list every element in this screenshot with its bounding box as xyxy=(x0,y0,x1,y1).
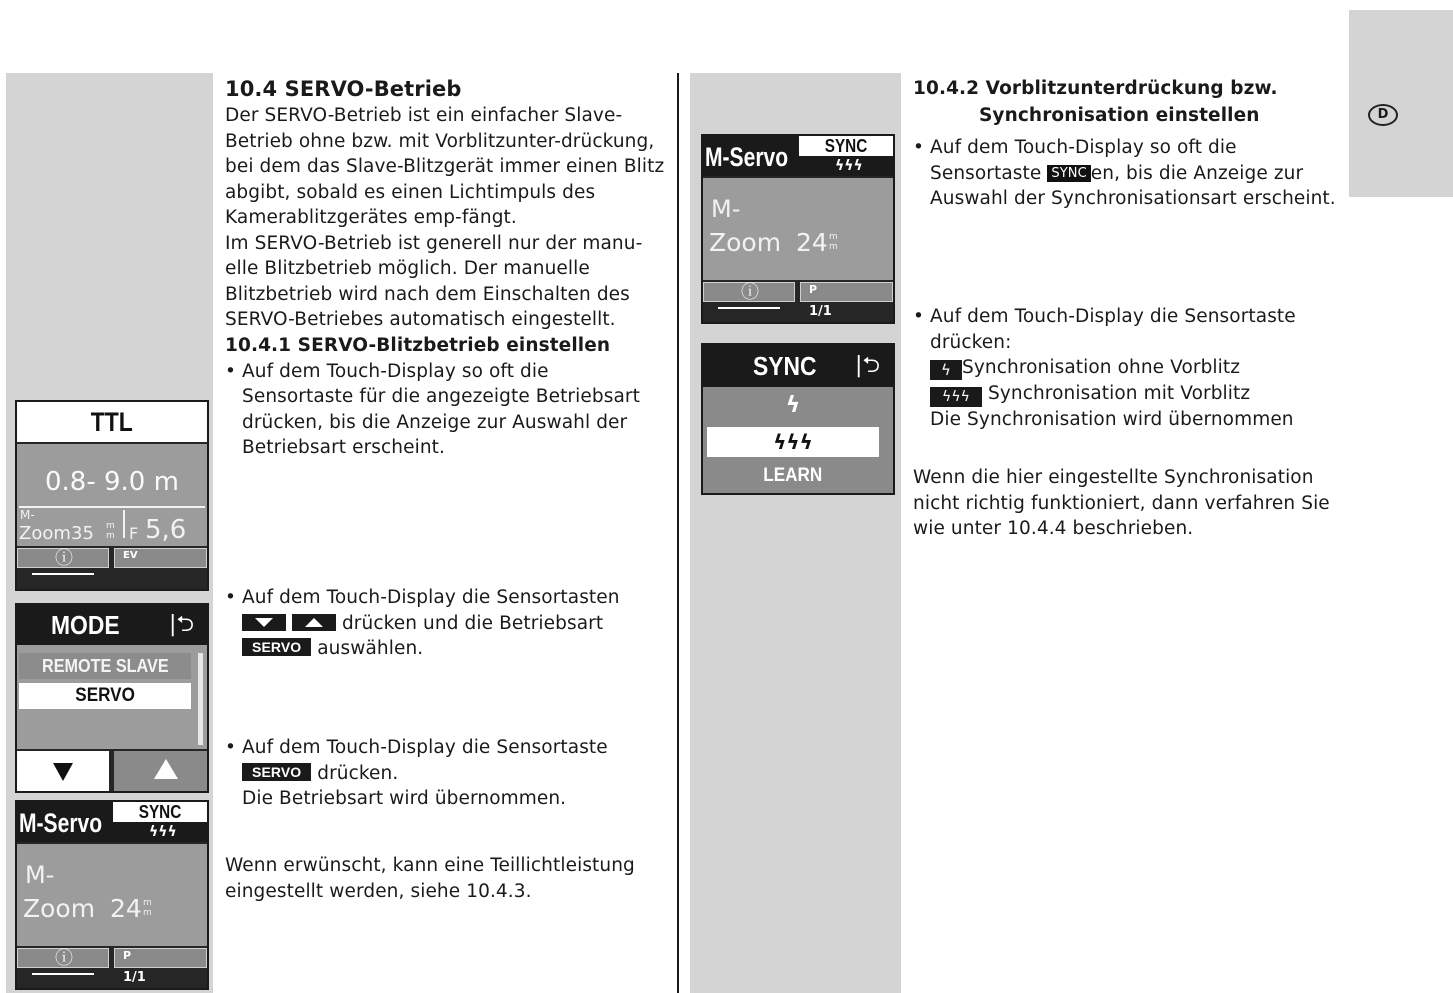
mservo-p-button-middle[interactable] xyxy=(800,282,893,302)
ttl-title: TTL xyxy=(90,407,134,437)
paragraph-sync-note-text: Wenn die hier eingestellte Synchronisation nicht richtig funktioniert, dann verfahren Sie wie unter 10.4.4 beschrieben. xyxy=(913,467,1330,539)
section-heading-10-4-2-a: 10.4.2 Vorblitzunterdrückung bzw. xyxy=(913,78,1278,99)
single-flash-icon-lcd: ϟ xyxy=(785,393,801,418)
bullet-step-3-text-c: Die Betriebsart wird übernommen. xyxy=(242,788,567,809)
sync-option-1 xyxy=(913,355,1343,381)
paragraph-partial-power-text: Wenn erwünscht, kann eine Teillichtleistung eingestellt werden, siehe 10.4.3. xyxy=(225,855,635,902)
paragraph-manual: Im SERVO-Betrieb ist generell nur der manu-elle Blitzbetrieb möglich. Der manuelle Blitzbetrieb wird nach dem Einschalten des SERVO-Betriebes automatisch eingestellt. xyxy=(225,232,643,330)
sync-key-label: SYNC xyxy=(1047,165,1090,182)
sync-option-learn[interactable] xyxy=(707,463,879,489)
ttl-zoom-word: Zoom xyxy=(19,523,71,544)
ttl-separator xyxy=(19,506,205,508)
bullet-step-2-text-c: auswählen. xyxy=(317,638,424,659)
ttl-aperture-f: F xyxy=(129,524,139,543)
mservo-zoom-value-middle: 24 xyxy=(796,228,828,257)
section-heading-10-4: 10.4 SERVO-Betrieb xyxy=(225,77,462,101)
multi-flash-icon-lcd: ϟϟϟ xyxy=(773,430,813,454)
mservo-info-button-middle[interactable] xyxy=(703,282,795,302)
mservo-body-middle xyxy=(703,178,893,280)
mservo-p-label-left: P xyxy=(123,949,132,962)
lcd-ttl-display xyxy=(15,400,209,591)
mode-list-item-remote-slave[interactable] xyxy=(19,653,191,679)
sync-header xyxy=(703,345,893,387)
sync-bullet-2-text-c: Die Synchronisation wird übernommen xyxy=(930,408,1294,430)
mode-item-servo-label: SERVO xyxy=(75,685,135,706)
language-tab xyxy=(1349,10,1453,197)
sync-indicator-middle-label: SYNC xyxy=(824,136,868,156)
sync-back-icon[interactable]: |⮌ xyxy=(855,353,881,378)
paragraph-partial-power xyxy=(225,853,665,904)
sync-option-1-text: Synchronisation ohne Vorblitz xyxy=(962,357,1241,378)
sync-list xyxy=(703,387,893,493)
arrow-down-key-icon xyxy=(242,614,286,631)
ttl-info-button[interactable] xyxy=(17,548,109,568)
arrow-up-key-icon xyxy=(292,614,336,631)
mservo-header-middle xyxy=(703,136,893,176)
section-heading-10-4-2-b: Synchronisation einstellen xyxy=(979,105,1260,126)
triangle-up-icon xyxy=(114,751,207,791)
sync-bullet-2-text-a: Auf dem Touch-Display die Sensortaste drücken: xyxy=(930,306,1296,353)
mode-item-remote-slave-label: REMOTE SLAVE xyxy=(41,656,169,676)
language-tab-label: D xyxy=(1368,104,1398,126)
ttl-body xyxy=(17,444,207,546)
ttl-zoom-label: M- xyxy=(20,508,35,522)
mservo-p-value-left: 1/1 xyxy=(123,970,146,985)
mode-list-item-servo[interactable] xyxy=(19,683,191,709)
info-icon-left: ⓘ xyxy=(55,948,73,969)
mode-down-button[interactable] xyxy=(17,751,109,791)
lcd-mode-display xyxy=(15,603,209,793)
mservo-info-underline-middle xyxy=(718,307,780,309)
multi-flash-icon-left: ϟϟϟ xyxy=(149,824,177,840)
mode-title: MODE xyxy=(51,610,120,640)
sync-option-2-text: Synchronisation mit Vorblitz xyxy=(987,382,1251,404)
mservo-zoom-label-left: M- xyxy=(25,861,55,889)
triangle-down-icon xyxy=(17,751,109,791)
mode-list xyxy=(17,645,207,749)
lcd-mservo-display-middle xyxy=(701,134,895,324)
bullet-step-3-text-a: Auf dem Touch-Display die Sensortaste xyxy=(242,737,608,758)
servo-key-label: SERVO xyxy=(242,638,311,656)
sync-option-with-preflash[interactable] xyxy=(707,427,879,457)
sync-bullet-2: • Auf dem Touch-Display die Sensortaste drücken: ϟ Synchronisation ohne Vorblitz ϟϟϟ Synchronisation mit Vorblitz Die Synchronisation wird übernommen xyxy=(913,304,1343,432)
ttl-ev-label: EV xyxy=(123,550,138,561)
mservo-zoom-label-middle: M- xyxy=(711,195,741,223)
mservo-p-button-left[interactable] xyxy=(114,948,207,968)
multi-flash-icon: ϟϟϟ xyxy=(930,387,982,407)
back-icon[interactable]: |⮌ xyxy=(169,612,195,637)
ttl-zoom-unit: m m xyxy=(106,521,115,541)
mservo-p-value-middle: 1/1 xyxy=(809,304,832,319)
bullet-step-1: • Auf dem Touch-Display so oft die Sensortaste für die angezeigte Betriebsart drücken, bis die Anzeige zur Auswahl der Betriebsart erscheint. xyxy=(225,360,640,458)
ttl-aperture-value: 5,6 xyxy=(145,515,187,545)
mservo-zoom-word-left: Zoom xyxy=(23,894,96,923)
single-flash-icon: ϟ xyxy=(930,360,962,380)
ttl-col-separator xyxy=(123,510,125,538)
bullet-step-2-text-a: Auf dem Touch-Display die Sensortasten xyxy=(242,587,620,608)
sync-bullet-1-text-a: Auf dem Touch-Display so oft die Sensortaste xyxy=(930,137,1237,184)
sync-option-2 xyxy=(913,381,1343,407)
right-text-column xyxy=(913,75,1343,212)
sync-title: SYNC xyxy=(753,351,817,381)
lcd-mservo-display-left xyxy=(15,800,209,990)
sync-bullet-1-text-b: en, bis die Anzeige zur Auswahl der Synchronisationsart erscheint. xyxy=(930,162,1336,209)
mservo-zoom-unit-left: m m xyxy=(143,898,152,918)
paragraph-sync-note xyxy=(913,465,1353,542)
mservo-header-left xyxy=(17,802,207,842)
sync-bullet-1: • Auf dem Touch-Display so oft die Sensortaste SYNC en, bis die Anzeige zur Auswahl der Synchronisationsart erscheint. xyxy=(913,137,1336,209)
mode-up-button[interactable] xyxy=(114,751,207,791)
mservo-zoom-word-middle: Zoom xyxy=(709,228,782,257)
bullet-step-1-text: Auf dem Touch-Display so oft die Sensortaste für die angezeigte Betriebsart drücken, bis die Anzeige zur Auswahl der Betriebsart erscheint. xyxy=(242,360,640,458)
ttl-ev-button[interactable] xyxy=(114,548,207,568)
mode-scrollbar[interactable] xyxy=(198,653,203,745)
mservo-info-button-left[interactable] xyxy=(17,948,109,968)
info-icon: ⓘ xyxy=(55,548,73,569)
mservo-title-left: M-Servo xyxy=(19,808,103,838)
sync-option-learn-label: LEARN xyxy=(763,465,823,486)
bullet-step-3-text-b: drücken. xyxy=(317,762,399,784)
ttl-info-underline xyxy=(32,573,94,575)
sync-option-no-preflash[interactable] xyxy=(707,391,879,421)
servo-key-label-2: SERVO xyxy=(242,763,311,781)
column-divider xyxy=(677,73,679,993)
mservo-body-left xyxy=(17,844,207,946)
ttl-zoom-value: 35 xyxy=(71,523,94,544)
lcd-sync-display xyxy=(701,343,895,495)
section-heading-10-4-1: 10.4.1 SERVO-Blitzbetrieb einstellen xyxy=(225,334,611,356)
ttl-header xyxy=(17,402,207,442)
left-text-column xyxy=(225,75,665,461)
sync-indicator-middle xyxy=(799,136,893,156)
multi-flash-icon-middle: ϟϟϟ xyxy=(835,158,863,174)
paragraph-intro: Der SERVO-Betrieb ist ein einfacher Slave-Betrieb ohne bzw. mit Vorblitzunter-drückung, bei dem das Slave-Blitzgerät immer einen Blitz abgibt, sobald es einen Lichtimpuls des Kamerablitzgerätes emp-fängt. xyxy=(225,105,665,228)
mode-header xyxy=(17,605,207,645)
bullet-step-2: • Auf dem Touch-Display die Sensortasten drücken und die Betriebsart SERVO auswählen. xyxy=(225,587,620,659)
info-icon-middle: ⓘ xyxy=(741,282,759,303)
sync-indicator-left xyxy=(113,802,207,822)
mservo-p-label-middle: P xyxy=(809,283,818,296)
bullet-step-2-text-b: drücken und die Betriebsart xyxy=(341,612,604,634)
mservo-title-middle: M-Servo xyxy=(705,142,789,172)
sync-indicator-left-label: SYNC xyxy=(138,802,182,822)
mservo-zoom-unit-middle: m m xyxy=(829,232,838,252)
bullet-step-3: • Auf dem Touch-Display die Sensortaste SERVO drücken. Die Betriebsart wird übernommen. xyxy=(225,735,665,812)
mservo-info-underline-left xyxy=(32,973,94,975)
mservo-zoom-value-left: 24 xyxy=(110,894,142,923)
ttl-range: 0.8- 9.0 m xyxy=(45,467,179,497)
